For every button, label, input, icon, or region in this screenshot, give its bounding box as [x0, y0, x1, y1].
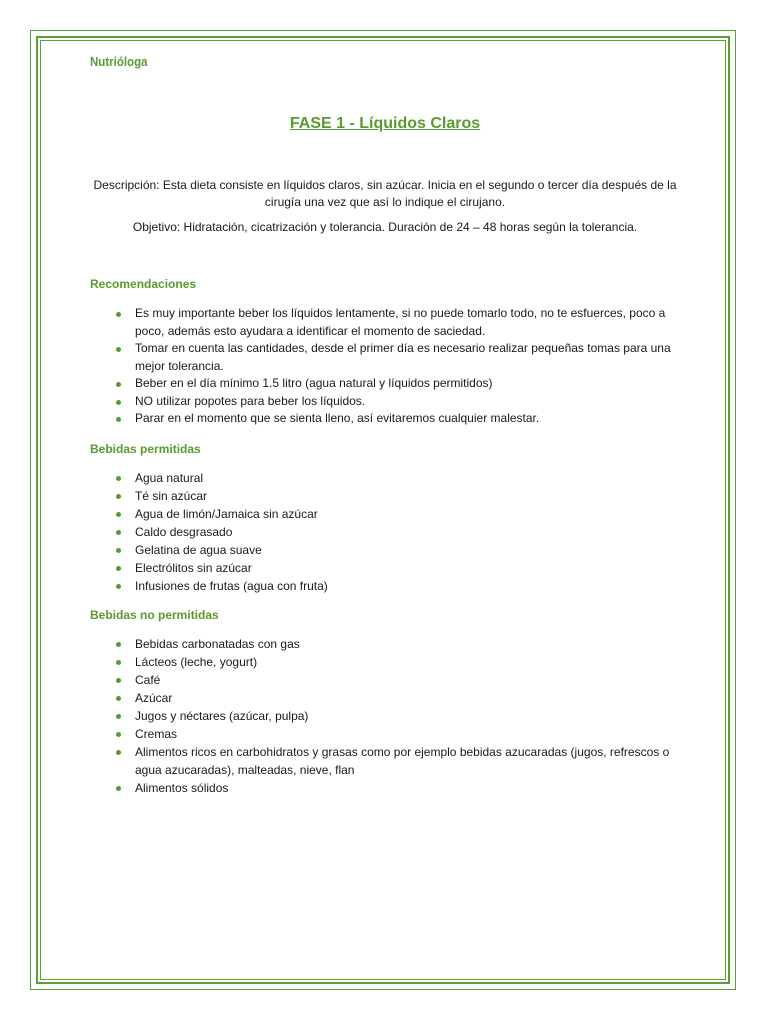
- page-title: FASE 1 - Líquidos Claros: [289, 115, 481, 132]
- bullet-icon: [116, 548, 121, 553]
- bullet-icon: [116, 678, 121, 683]
- list-item: Agua natural: [115, 469, 680, 487]
- list-item: Bebidas carbonatadas con gas: [115, 635, 680, 653]
- list-item: Parar en el momento que se sienta lleno, así evitaremos cualquier malestar.: [115, 410, 680, 428]
- list-item: Tomar en cuenta las cantidades, desde el primer día es necesario realizar pequeñas tomas para una mejor tolerancia.: [115, 340, 680, 375]
- bullet-icon: [116, 382, 121, 387]
- list-item: Lácteos (leche, yogurt): [115, 653, 680, 671]
- description-block: [90, 177, 680, 236]
- document-body: [90, 55, 680, 795]
- bullet-icon: [116, 347, 121, 352]
- bullet-icon: [116, 476, 121, 481]
- list-item: Cremas: [115, 725, 680, 743]
- section-heading-recomendaciones: Recomendaciones: [90, 277, 197, 291]
- list-item: Agua de limón/Jamaica sin azúcar: [115, 505, 680, 523]
- bullet-icon: [116, 584, 121, 589]
- bullet-icon: [116, 417, 121, 422]
- list-item: Es muy importante beber los líquidos lentamente, si no puede tomarlo todo, no te esfuerces, poco a poco, además esto ayudara a identificar el momento de saciedad.: [115, 305, 680, 340]
- list-item: Infusiones de frutas (agua con fruta): [115, 577, 680, 595]
- list-item: Beber en el día mínimo 1.5 litro (agua natural y líquidos permitidos): [115, 375, 680, 393]
- section-heading-permitidas: Bebidas permitidas: [90, 442, 201, 456]
- bullet-icon: [116, 312, 121, 317]
- list-item: Té sin azúcar: [115, 487, 680, 505]
- bullet-icon: [116, 494, 121, 499]
- bullet-icon: [116, 714, 121, 719]
- bullet-icon: [116, 786, 121, 791]
- list-item: Alimentos ricos en carbohidratos y grasas como por ejemplo bebidas azucaradas (jugos, refrescos o agua azucaradas), malteadas, nieve, flan: [115, 743, 680, 779]
- objective-text: Objetivo: Hidratación, cicatrización y tolerancia. Duración de 24 – 48 horas según la tolerancia.: [132, 220, 638, 234]
- bullet-icon: [116, 750, 121, 755]
- description-text: Descripción: Esta dieta consiste en líquidos claros, sin azúcar. Inicia en el segundo o tercer día después de la cirugía una vez que así lo indique el cirujano.: [93, 178, 677, 209]
- list-item: Azúcar: [115, 689, 680, 707]
- list-item: Gelatina de agua suave: [115, 541, 680, 559]
- bullet-icon: [116, 696, 121, 701]
- section-heading-no-permitidas: Bebidas no permitidas: [90, 608, 219, 622]
- list-item: Electrólitos sin azúcar: [115, 559, 680, 577]
- bullet-icon: [116, 660, 121, 665]
- bullet-icon: [116, 530, 121, 535]
- list-item: Alimentos sólidos: [115, 779, 680, 797]
- list-item: Café: [115, 671, 680, 689]
- bullet-icon: [116, 732, 121, 737]
- bullet-icon: [116, 642, 121, 647]
- recomendaciones-list: [115, 305, 680, 428]
- bullet-icon: [116, 512, 121, 517]
- bullet-icon: [116, 400, 121, 405]
- bullet-icon: [116, 566, 121, 571]
- list-item: Jugos y néctares (azúcar, pulpa): [115, 707, 680, 725]
- header-label: Nutrióloga: [90, 55, 148, 69]
- list-item: Caldo desgrasado: [115, 523, 680, 541]
- permitidas-list: [115, 469, 680, 595]
- list-item: NO utilizar popotes para beber los líquidos.: [115, 393, 680, 411]
- no-permitidas-list: [115, 635, 680, 797]
